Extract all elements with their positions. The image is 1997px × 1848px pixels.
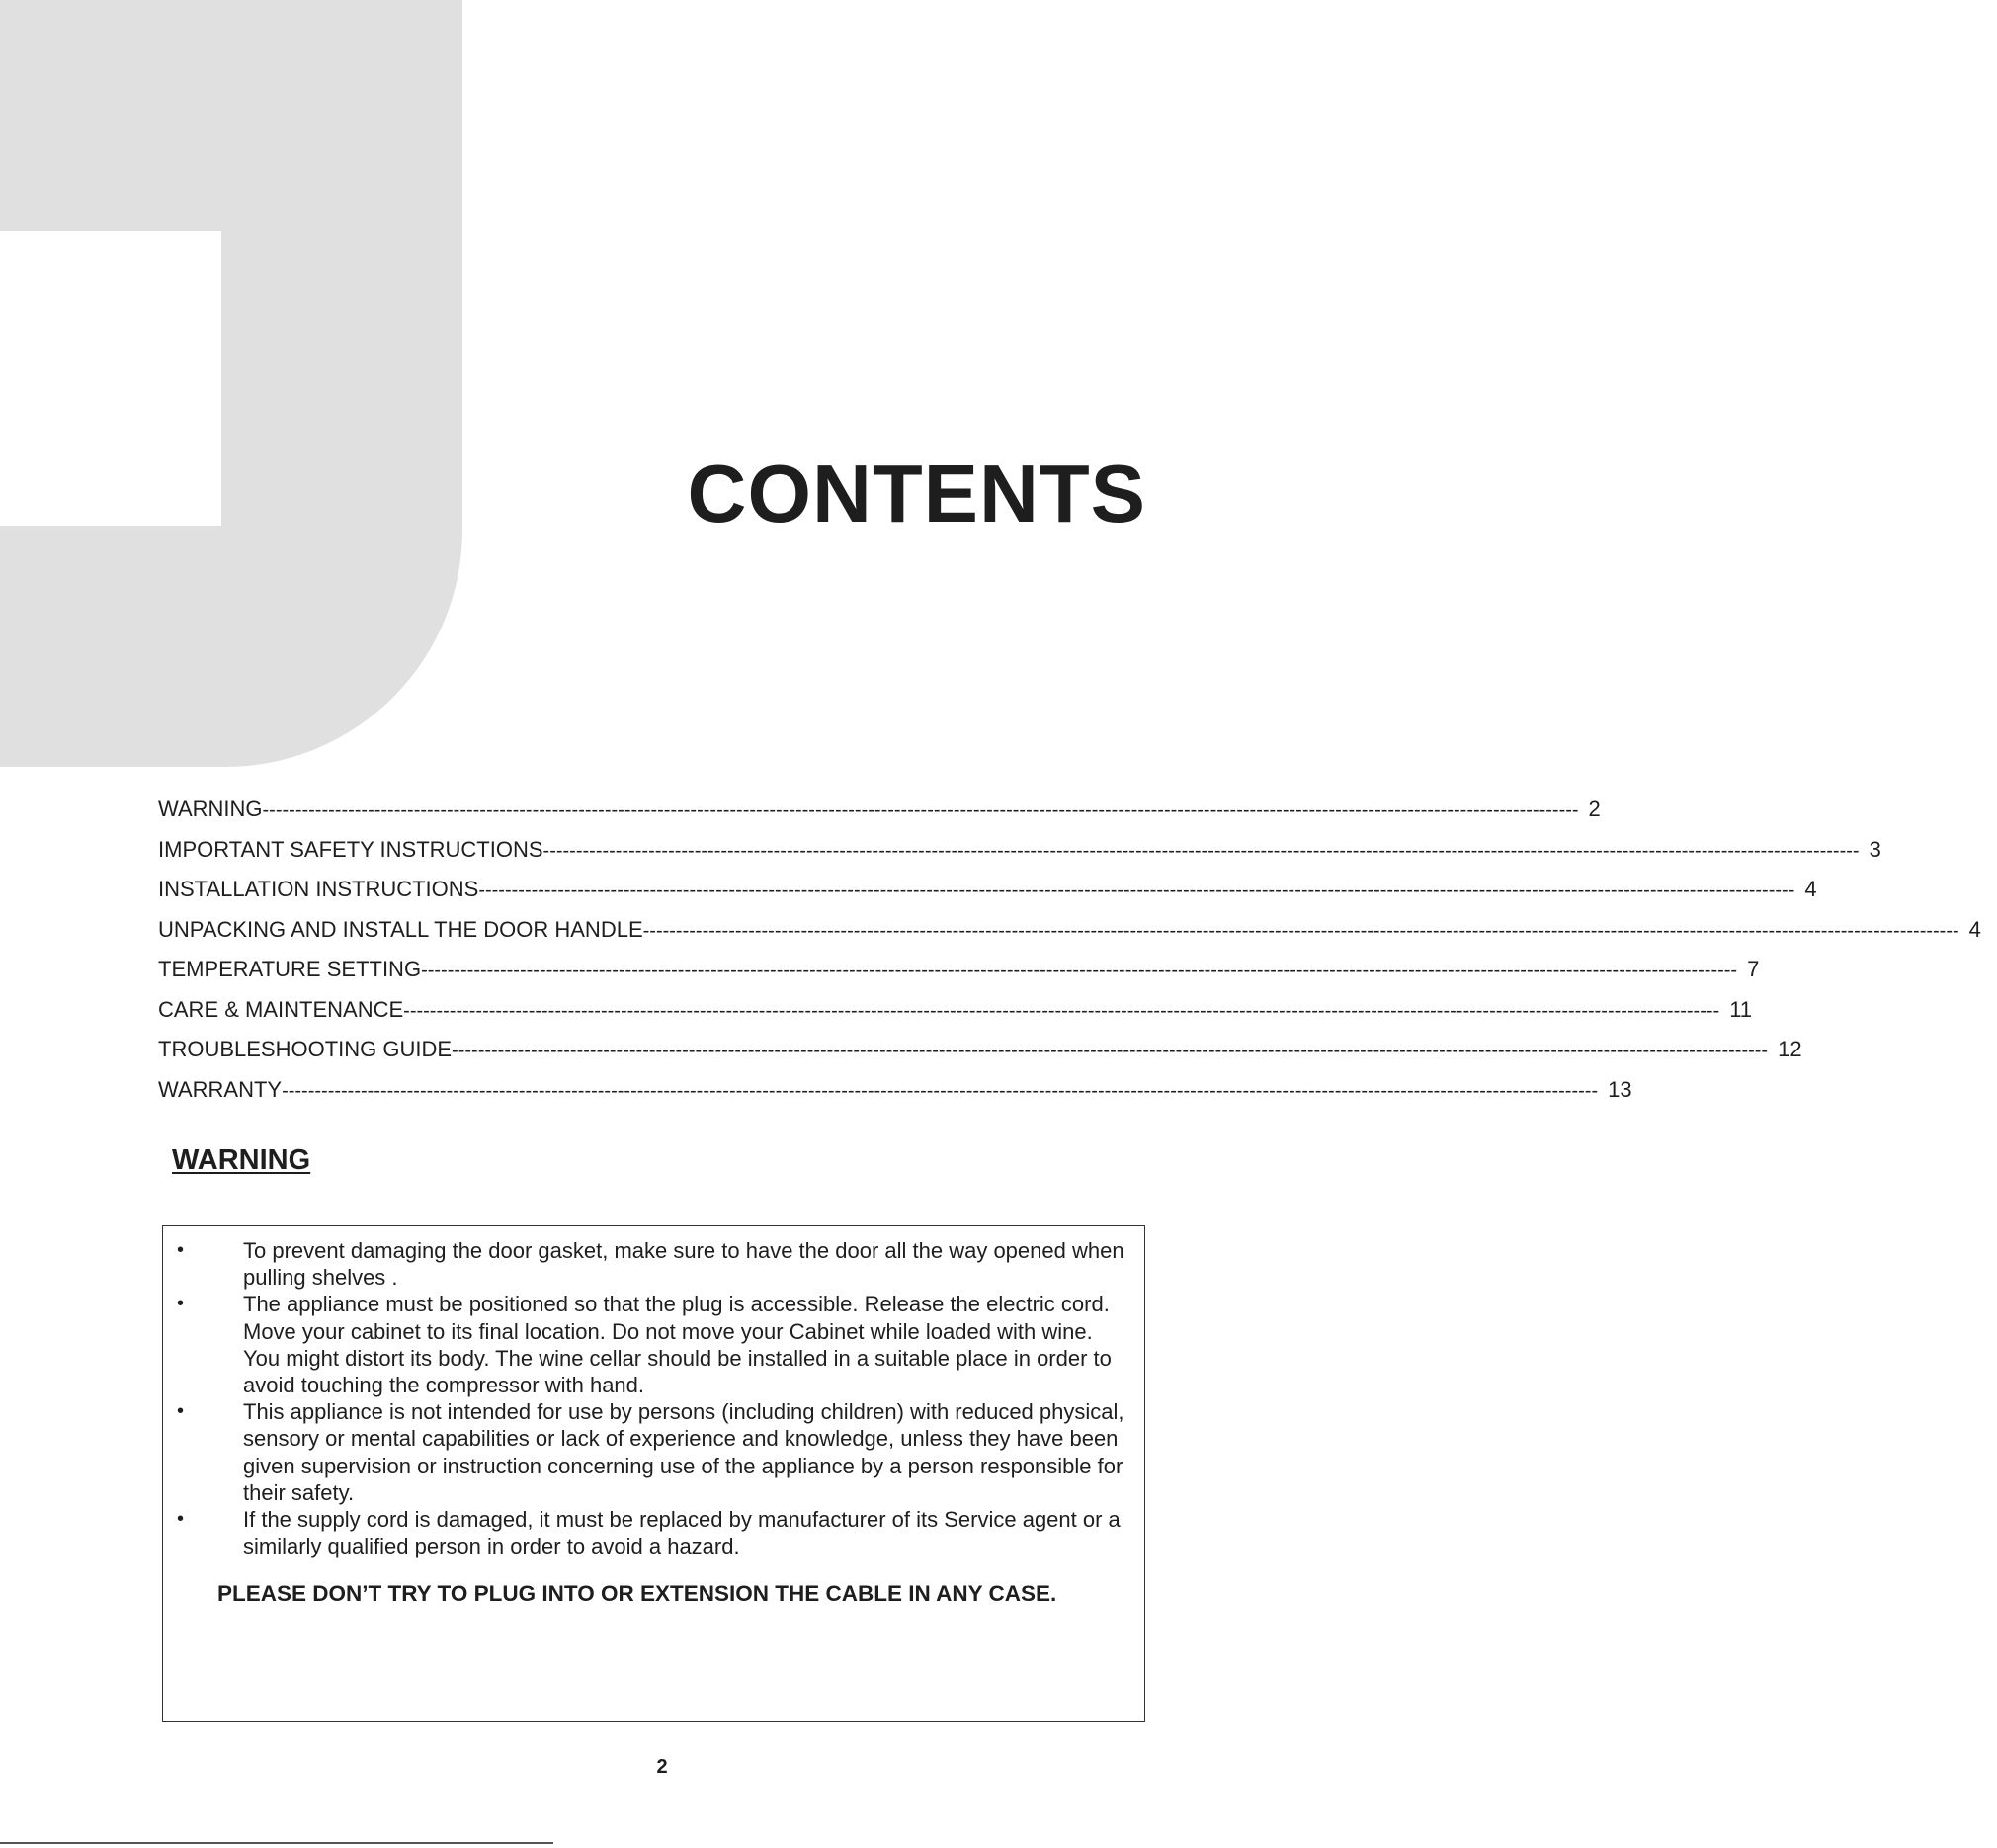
- warning-item: [177, 1291, 1125, 1398]
- page-number: 2: [656, 1756, 668, 1778]
- toc-entry-page: 12: [1778, 1037, 1802, 1061]
- toc-entry-page: 7: [1747, 957, 1760, 981]
- bottom-rule: [0, 1842, 553, 1844]
- toc-entry-label: CARE & MAINTENANCE: [158, 996, 404, 1022]
- bullet-icon: •: [177, 1508, 185, 1531]
- toc-entry-page: 11: [1729, 996, 1753, 1022]
- toc-entry: [158, 996, 1753, 1038]
- warning-item-text: This appliance is not intended for use by persons (including children) with reduced physical, sensory or mental capabilities or lack of experience and knowledge, unless they have been given supervision or instruction concerning use of the appliance by a person responsible for their safety.: [243, 1399, 1124, 1505]
- warning-item-text: The appliance must be positioned so that the plug is accessible. Release the electric cord. Move your cabinet to its final location. Do not move your Cabinet while loaded with wine. You might distort its body. The wine cellar should be installed in a suitable place in order to avoid touching the compressor with hand.: [243, 1292, 1112, 1398]
- toc-entry: [158, 957, 1760, 997]
- warning-item-text: If the supply cord is damaged, it must be replaced by manufacturer of its Service agent or a similarly qualified person in order to avoid a hazard.: [243, 1507, 1121, 1559]
- toc-entry-label: INSTALLATION INSTRUCTIONS: [158, 877, 479, 901]
- warning-heading: WARNING: [172, 1144, 311, 1176]
- toc-dot-leader: --------------------------------------------------------------------------------------------------------------------------------------------------------------------------------------------------------: [452, 1040, 1769, 1061]
- warning-item: [177, 1506, 1125, 1559]
- warning-box: [162, 1225, 1145, 1722]
- toc-dot-leader: --------------------------------------------------------------------------------------------------------------------------------------------------------------------------------------------------------: [421, 960, 1738, 981]
- bullet-icon: •: [177, 1239, 185, 1261]
- toc-entry: [158, 1037, 1802, 1077]
- toc-entry-label: TEMPERATURE SETTING: [158, 957, 422, 981]
- warning-item-text: To prevent damaging the door gasket, make sure to have the door all the way opened when pulling shelves .: [243, 1238, 1124, 1291]
- warning-list: [177, 1237, 1125, 1559]
- toc-dot-leader: --------------------------------------------------------------------------------------------------------------------------------------------------------------------------------------------------------: [262, 799, 1579, 821]
- toc-entry-page: 4: [1968, 916, 1981, 942]
- toc-dot-leader: --------------------------------------------------------------------------------------------------------------------------------------------------------------------------------------------------------: [282, 1079, 1599, 1102]
- toc-dot-leader: --------------------------------------------------------------------------------------------------------------------------------------------------------------------------------------------------------: [642, 919, 1959, 942]
- toc-entry-label: TROUBLESHOOTING GUIDE: [158, 1037, 453, 1061]
- toc-dot-leader: --------------------------------------------------------------------------------------------------------------------------------------------------------------------------------------------------------: [542, 839, 1860, 862]
- toc-entry-label: UNPACKING AND INSTALL THE DOOR HANDLE: [158, 916, 643, 942]
- bullet-icon: •: [177, 1400, 185, 1423]
- toc-entry: [158, 877, 1817, 917]
- warning-notice: PLEASE DON’T TRY TO PLUG INTO OR EXTENSION THE CABLE IN ANY CASE.: [217, 1581, 1057, 1606]
- toc-entry-label: WARNING: [158, 797, 263, 821]
- page-title: CONTENTS: [687, 448, 1146, 540]
- toc-entry: [158, 836, 1881, 878]
- toc-dot-leader: --------------------------------------------------------------------------------------------------------------------------------------------------------------------------------------------------------: [403, 999, 1720, 1022]
- warning-item: [177, 1237, 1125, 1291]
- toc-entry: [158, 1076, 1632, 1118]
- toc-entry-page: 4: [1804, 877, 1817, 901]
- decorative-corner-shape: [0, 0, 462, 767]
- toc-entry: [158, 916, 1981, 958]
- toc-entry-page: 2: [1588, 797, 1601, 821]
- toc-dot-leader: --------------------------------------------------------------------------------------------------------------------------------------------------------------------------------------------------------: [478, 880, 1795, 901]
- table-of-contents: [158, 797, 1981, 1117]
- toc-entry-label: IMPORTANT SAFETY INSTRUCTIONS: [158, 836, 543, 862]
- toc-entry-page: 13: [1608, 1076, 1632, 1102]
- warning-item: [177, 1398, 1125, 1506]
- toc-entry: [158, 797, 1601, 837]
- bullet-icon: •: [177, 1293, 185, 1315]
- toc-entry-label: WARRANTY: [158, 1076, 283, 1102]
- toc-entry-page: 3: [1869, 836, 1881, 862]
